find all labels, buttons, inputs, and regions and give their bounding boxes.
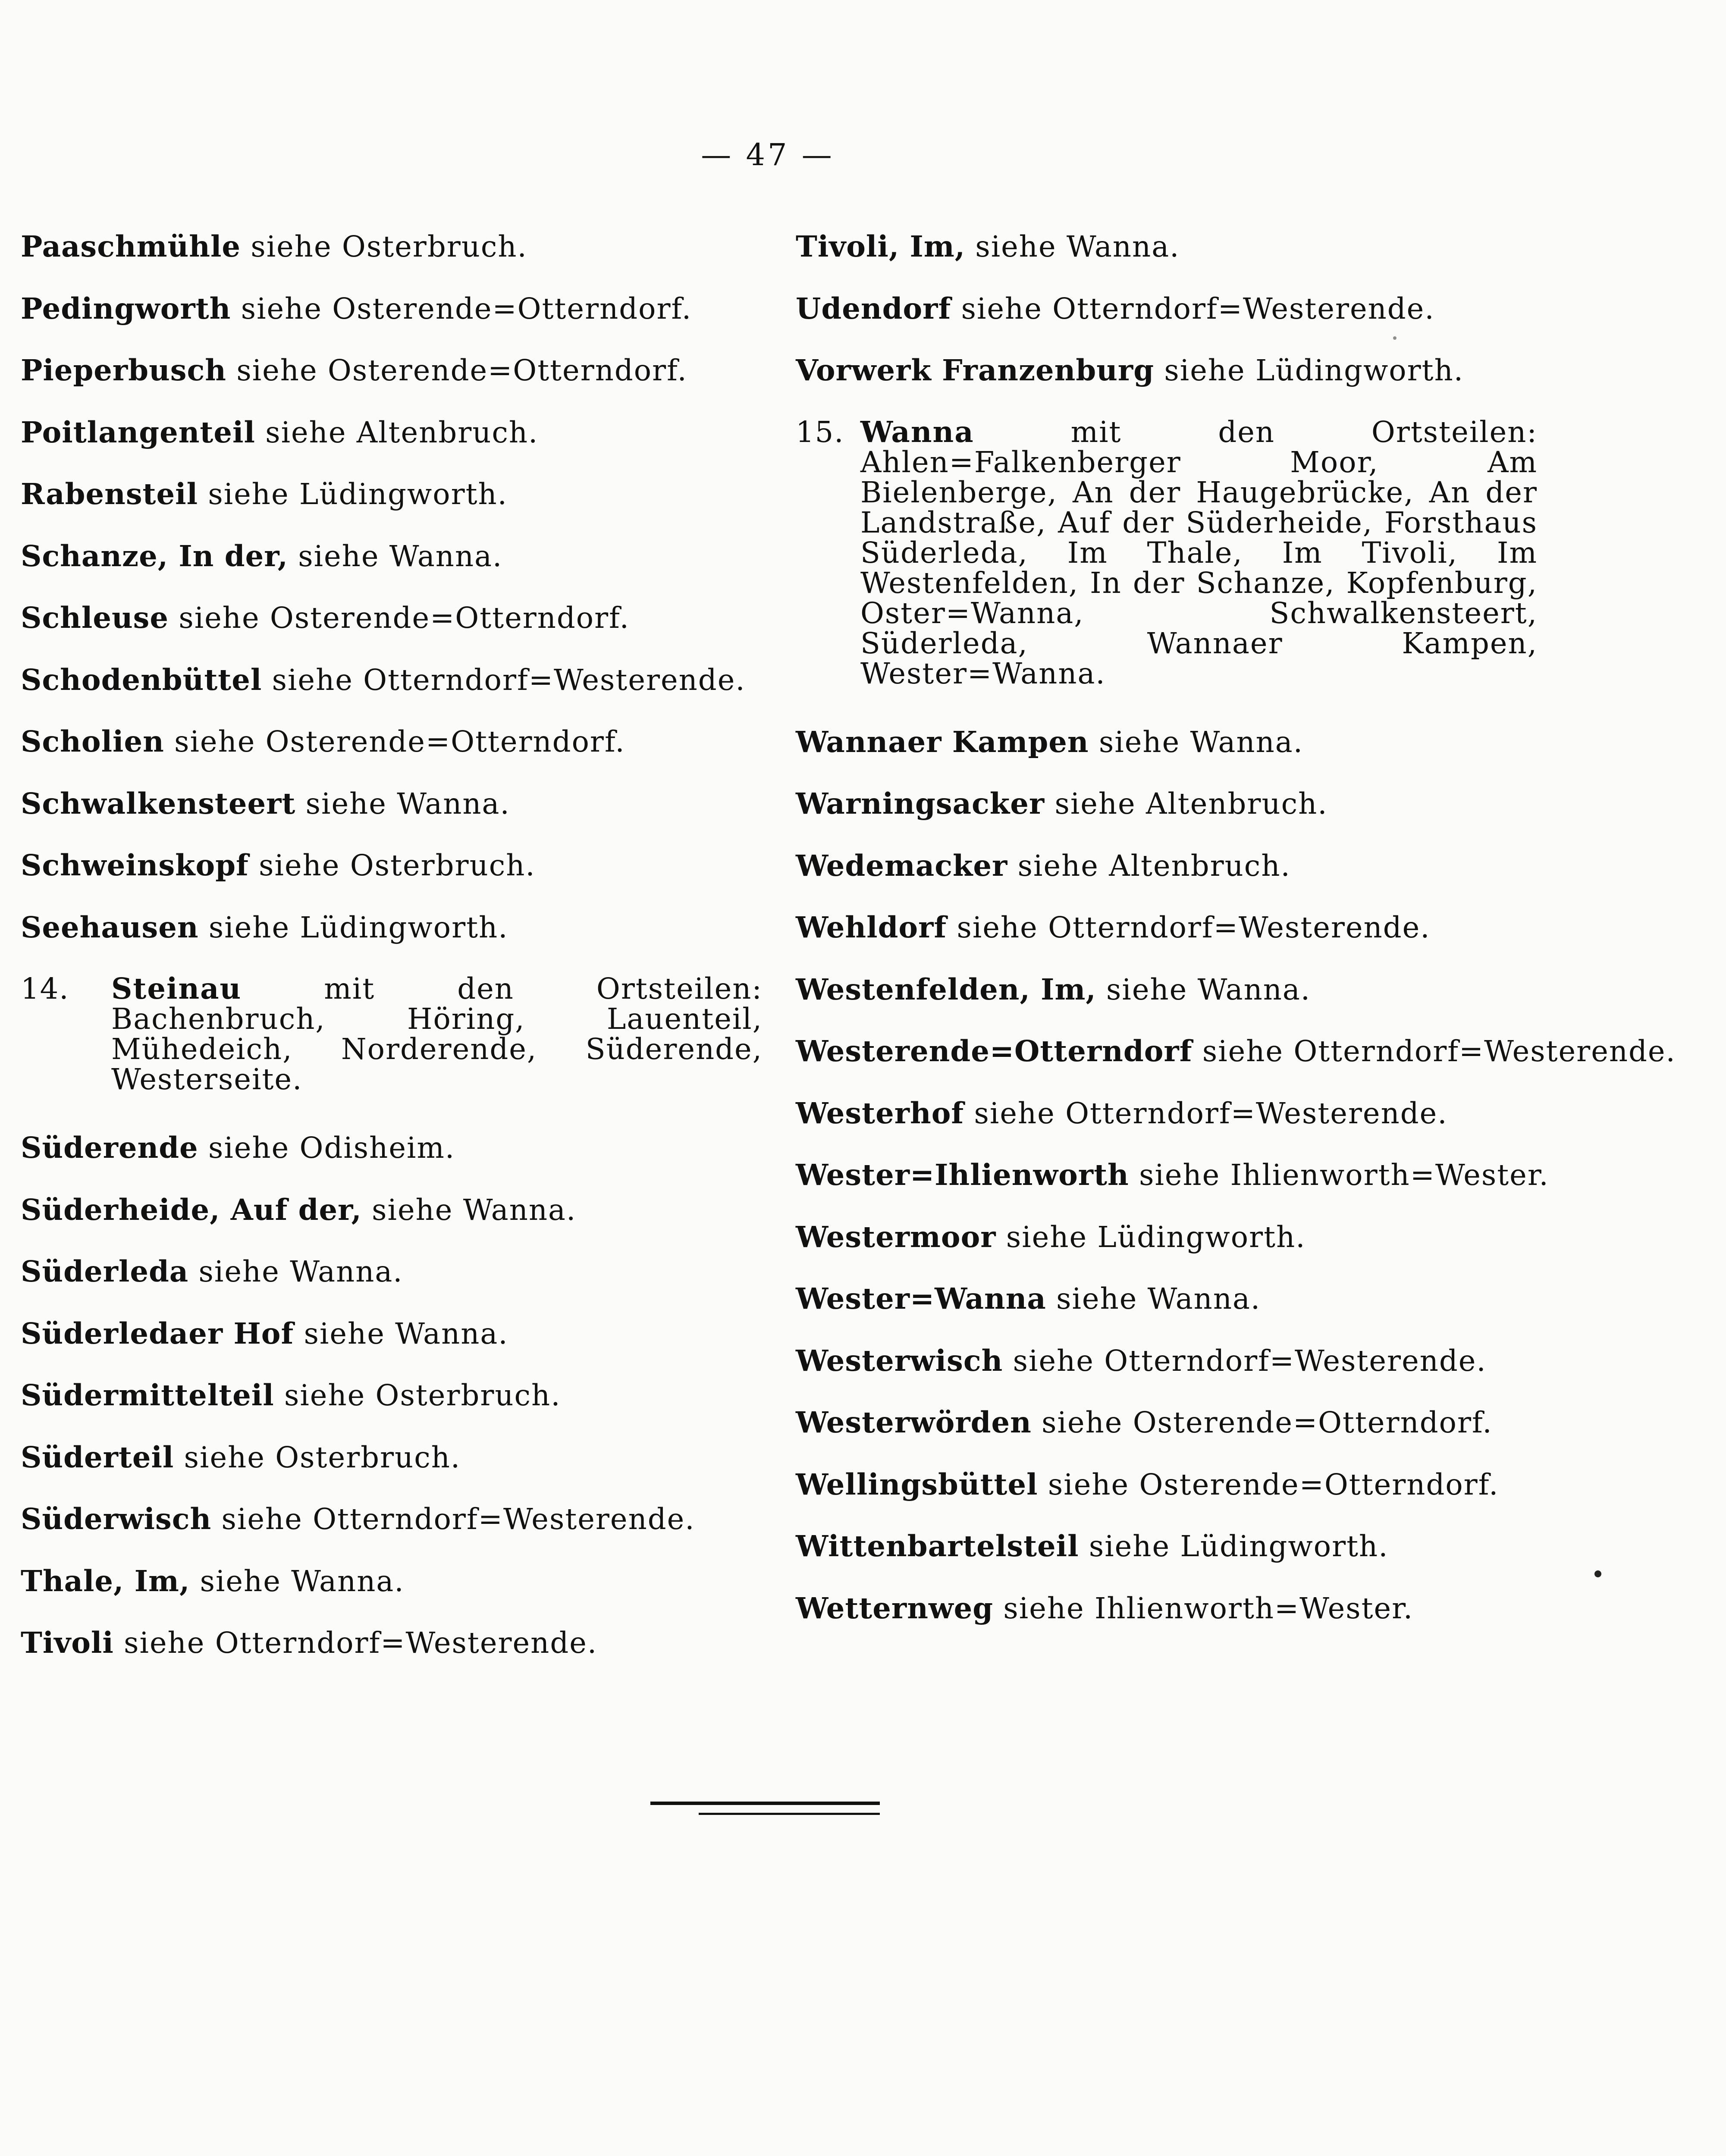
- page-number: — 47 —: [701, 137, 835, 172]
- entry-headword: Schweinskopf: [21, 848, 249, 882]
- entry-reference: siehe Lüdingworth.: [1079, 1529, 1389, 1563]
- index-entry: [796, 1577, 1538, 1639]
- entry-reference: siehe Lüdingworth.: [996, 1220, 1306, 1254]
- index-entry: [21, 1179, 763, 1241]
- entry-reference: siehe Otterndorf=Westerende.: [113, 1626, 598, 1660]
- entry-reference: siehe Osterbruch.: [174, 1440, 461, 1474]
- entry-reference: siehe Otterndorf=Westerende.: [964, 1096, 1448, 1130]
- entry-headword: Süderteil: [21, 1440, 174, 1474]
- entry-headword: Wetternweg: [796, 1591, 994, 1625]
- entry-headword: Scholien: [21, 724, 164, 758]
- index-entry: [21, 401, 763, 464]
- right-entries-top: [796, 216, 1538, 401]
- index-entry: [21, 649, 763, 711]
- entry-headword: Wester=Wanna: [796, 1282, 1046, 1316]
- entry-headword: Schodenbüttel: [21, 662, 262, 697]
- group-name: Steinau: [111, 971, 242, 1006]
- entry-reference: siehe Lüdingworth.: [198, 477, 508, 511]
- entry-reference: siehe Osterende=Otterndorf.: [1031, 1406, 1493, 1439]
- entry-reference: siehe Ihlienworth=Wester.: [1129, 1158, 1549, 1192]
- entry-headword: Schleuse: [21, 601, 169, 635]
- entry-headword: Seehausen: [21, 910, 199, 944]
- index-entry: [21, 896, 763, 959]
- entry-headword: Westerwörden: [796, 1405, 1032, 1439]
- entry-headword: Süderwisch: [21, 1502, 212, 1536]
- entry-headword: Wehldorf: [796, 910, 947, 944]
- index-entry: [796, 1391, 1538, 1454]
- closing-rule-top: [650, 1802, 880, 1805]
- index-entry: [21, 1117, 763, 1179]
- group-text-block: [860, 414, 1538, 690]
- left-entries-top: [21, 216, 763, 958]
- index-entry: [796, 1082, 1538, 1144]
- index-entry: [21, 525, 763, 587]
- index-entry: [796, 339, 1538, 401]
- index-entry: [796, 711, 1538, 773]
- entry-reference: siehe Lüdingworth.: [198, 910, 508, 944]
- group-number: 14.: [21, 972, 69, 1006]
- entry-headword: Wannaer Kampen: [796, 724, 1089, 759]
- entry-headword: Thale, Im,: [21, 1564, 190, 1598]
- entry-headword: Süderledaer Hof: [21, 1316, 294, 1351]
- entry-reference: siehe Otterndorf=Westerende.: [947, 911, 1431, 944]
- index-entry: [21, 1426, 763, 1489]
- scan-speck: [1594, 1570, 1601, 1577]
- group-number: 15.: [796, 415, 844, 449]
- index-entry: [21, 463, 763, 525]
- entry-headword: Süderleda: [21, 1254, 189, 1288]
- scan-speck: [1393, 336, 1396, 340]
- index-entry: [21, 1488, 763, 1550]
- entry-headword: Westermoor: [796, 1219, 996, 1254]
- group-description: mit den Ortsteilen: Ahlen=Falkenberger Moor, Am Bielenberge, An der Haugebrücke, An der Landstraße, Auf der Süderheide, Forsthaus Süderleda, Im Thale, Im Tivoli, Im Westenfelden, In der Schanze, Kopfenburg, Oster=Wanna, Schwalkensteert, Süderleda, Wannaer Kampen, Wester=Wanna.: [860, 415, 1538, 690]
- entry-reference: siehe Altenbruch.: [1045, 787, 1328, 821]
- index-entry: [21, 216, 763, 278]
- left-column: [21, 216, 763, 1674]
- index-entry: [21, 587, 763, 649]
- right-column: [796, 216, 1676, 1639]
- group-entry-wanna: [796, 414, 1538, 690]
- index-entry: [21, 1612, 763, 1674]
- index-entry: [21, 711, 763, 773]
- entry-reference: siehe Osterbruch.: [248, 849, 536, 882]
- entry-headword: Wittenbartelsteil: [796, 1529, 1079, 1563]
- left-entries-bottom: [21, 1117, 763, 1674]
- index-entry: [796, 278, 1538, 340]
- index-entry: [796, 773, 1538, 835]
- right-entries-bottom: [796, 711, 1676, 1639]
- entry-reference: siehe Wanna.: [965, 230, 1180, 263]
- entry-reference: siehe Otterndorf=Westerende.: [951, 291, 1435, 326]
- entry-headword: Wester=Ihlienworth: [796, 1158, 1129, 1192]
- index-entry: [796, 959, 1538, 1021]
- entry-reference: siehe Wanna.: [1089, 725, 1304, 759]
- entry-reference: siehe Otterndorf=Westerende.: [1003, 1344, 1487, 1378]
- entry-headword: Westenfelden, Im,: [796, 972, 1096, 1006]
- entry-reference: siehe Lüdingworth.: [1154, 354, 1464, 387]
- entry-reference: siehe Otterndorf=Westerende.: [262, 663, 746, 697]
- index-entry: [21, 339, 763, 401]
- index-entry: [21, 1364, 763, 1426]
- entry-headword: Südermittelteil: [21, 1378, 274, 1412]
- index-entry: [796, 1144, 1549, 1206]
- entry-reference: siehe Wanna.: [1046, 1282, 1261, 1316]
- entry-headword: Rabensteil: [21, 477, 198, 511]
- entry-reference: siehe Wanna.: [1096, 972, 1311, 1006]
- entry-reference: siehe Otterndorf=Westerende.: [1192, 1034, 1676, 1068]
- index-entry: [21, 834, 763, 896]
- entry-reference: siehe Wanna.: [294, 1316, 508, 1351]
- entry-headword: Poitlangenteil: [21, 415, 255, 449]
- entry-headword: Schanze, In der,: [21, 539, 288, 573]
- entry-headword: Wedemacker: [796, 848, 1008, 883]
- index-entry: [796, 1330, 1538, 1392]
- index-entry: [796, 1515, 1538, 1577]
- entry-headword: Wellingsbüttel: [796, 1467, 1038, 1501]
- entry-headword: Westerwisch: [796, 1343, 1003, 1378]
- entry-reference: siehe Odisheim.: [198, 1131, 455, 1165]
- entry-reference: siehe Osterende=Otterndorf.: [231, 291, 692, 326]
- index-entry: [796, 216, 1538, 278]
- index-entry: [21, 1303, 763, 1365]
- entry-headword: Pieperbusch: [21, 353, 227, 387]
- entry-headword: Warningsacker: [796, 787, 1045, 821]
- entry-reference: siehe Osterende=Otterndorf.: [1038, 1467, 1499, 1501]
- entry-reference: siehe Altenbruch.: [255, 415, 539, 449]
- group-entry-steinau: [21, 971, 763, 1096]
- index-entry: [21, 773, 763, 835]
- entry-headword: Westerende=Otterndorf: [796, 1034, 1193, 1068]
- entry-headword: Paaschmühle: [21, 229, 241, 263]
- entry-headword: Vorwerk Franzenburg: [796, 353, 1155, 387]
- index-entry: [796, 1454, 1538, 1516]
- entry-reference: siehe Wanna.: [361, 1193, 577, 1227]
- entry-reference: siehe Wanna.: [190, 1564, 405, 1598]
- index-entry: [796, 1020, 1676, 1082]
- entry-reference: siehe Osterende=Otterndorf.: [169, 601, 630, 635]
- entry-reference: siehe Osterbruch.: [274, 1379, 561, 1412]
- entry-headword: Westerhof: [796, 1096, 964, 1130]
- entry-reference: siehe Wanna.: [188, 1255, 403, 1288]
- index-entry: [796, 835, 1538, 897]
- index-entry: [21, 1241, 763, 1303]
- entry-reference: siehe Wanna.: [288, 539, 503, 573]
- entry-headword: Süderende: [21, 1131, 198, 1165]
- entry-headword: Udendorf: [796, 291, 951, 326]
- entry-reference: siehe Osterbruch.: [241, 230, 527, 263]
- entry-headword: Tivoli: [21, 1626, 114, 1660]
- entry-reference: siehe Ihlienworth=Wester.: [993, 1591, 1414, 1625]
- group-name: Wanna: [860, 414, 974, 449]
- entry-headword: Pedingworth: [21, 291, 231, 326]
- entry-headword: Süderheide, Auf der,: [21, 1192, 362, 1227]
- closing-rule-bottom: [699, 1813, 880, 1815]
- entry-reference: siehe Altenbruch.: [1007, 849, 1291, 883]
- group-description: mit den Ortsteilen: Bachenbruch, Höring, Lauenteil, Mühedeich, Norderende, Süderende, Westerseite.: [111, 972, 763, 1096]
- group-text-block: [111, 971, 763, 1096]
- entry-reference: siehe Osterende=Otterndorf.: [226, 354, 687, 387]
- entry-headword: Tivoli, Im,: [796, 229, 966, 263]
- entry-reference: siehe Wanna.: [295, 787, 510, 821]
- index-entry: [796, 1206, 1538, 1268]
- entry-headword: Schwalkensteert: [21, 786, 296, 821]
- entry-reference: siehe Otterndorf=Westerende.: [211, 1502, 695, 1536]
- index-entry: [796, 896, 1538, 959]
- index-entry: [796, 1268, 1538, 1330]
- index-entry: [21, 278, 763, 340]
- entry-reference: siehe Osterende=Otterndorf.: [164, 725, 625, 758]
- index-entry: [21, 1550, 763, 1612]
